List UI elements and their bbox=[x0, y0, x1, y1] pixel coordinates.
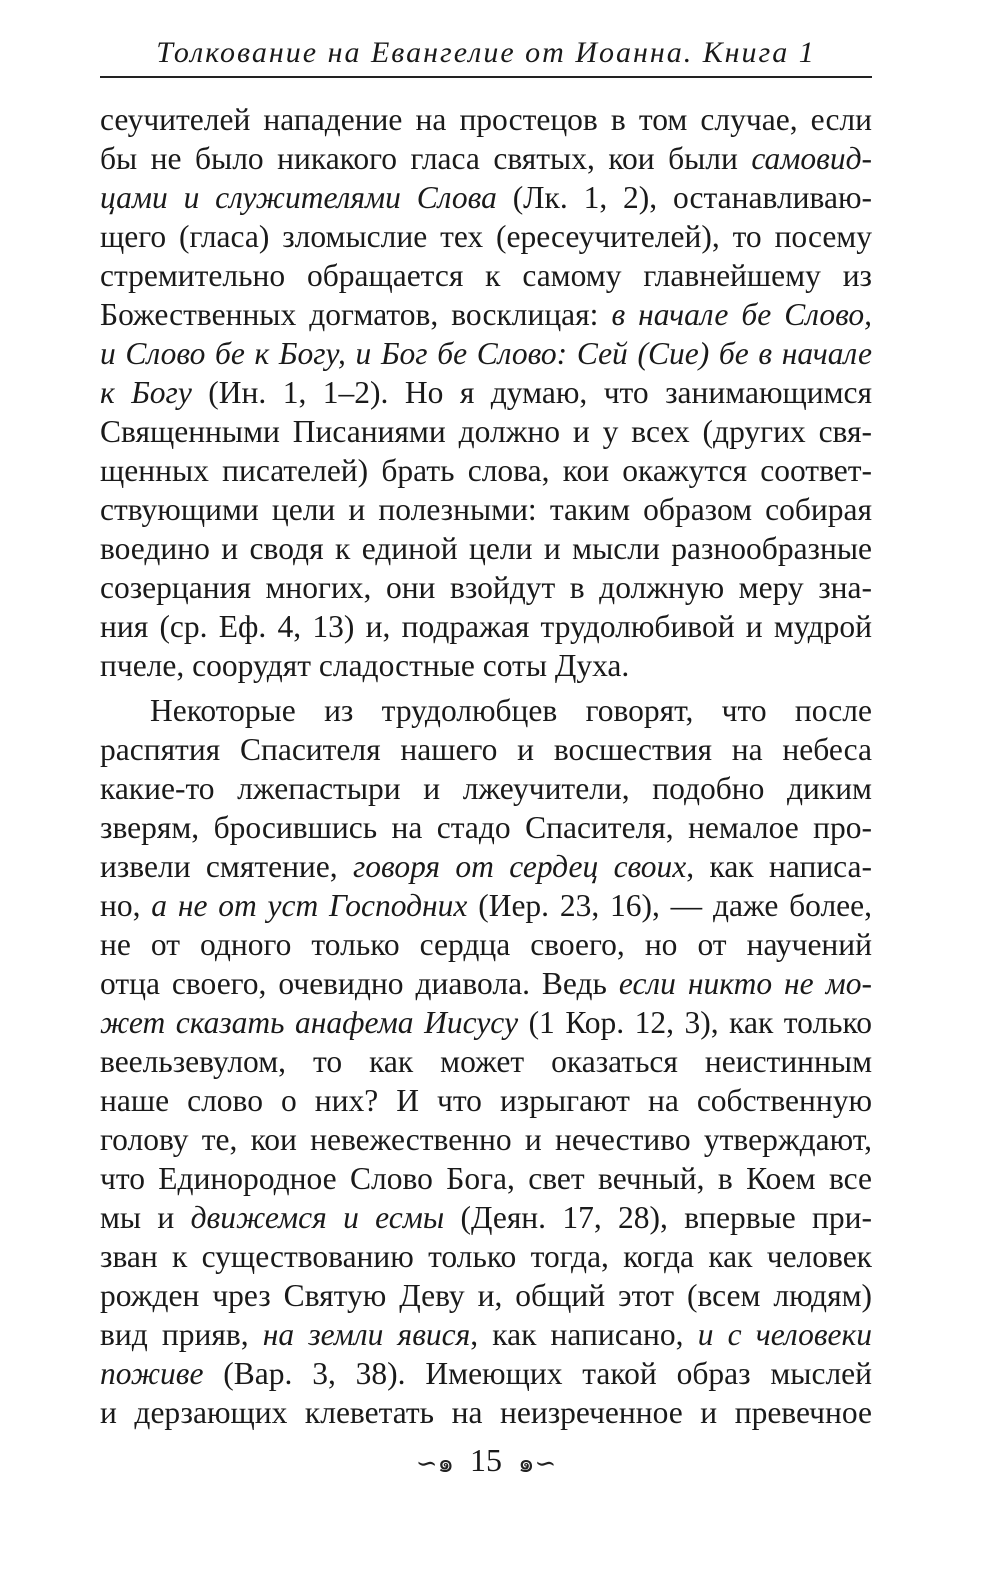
italic-quote: самовид- bbox=[751, 141, 872, 176]
italic-quote: а не от уст Господних bbox=[151, 888, 468, 923]
running-title: Толкование на Евангелие от Иоанна. Книга 1 bbox=[156, 36, 816, 69]
text-line bbox=[100, 139, 872, 178]
text-line bbox=[100, 490, 872, 529]
text-run: стремительно обращается к самому главнейшему из bbox=[100, 258, 872, 293]
text-run: Божественных догматов, восклицая: bbox=[100, 297, 612, 332]
text-line bbox=[100, 100, 872, 139]
italic-quote: жет сказать анафема Иисусу bbox=[100, 1005, 519, 1040]
text-line bbox=[100, 925, 872, 964]
text-line bbox=[100, 1276, 872, 1315]
italic-quote: цами и служителями Слова bbox=[100, 180, 497, 215]
text-line bbox=[100, 646, 872, 685]
text-line bbox=[100, 295, 872, 334]
text-line bbox=[100, 847, 872, 886]
text-line bbox=[100, 1354, 872, 1393]
ornament-left-icon: ∽๑ bbox=[415, 1448, 454, 1478]
italic-quote: поживе bbox=[100, 1356, 204, 1391]
text-run: бы не было никакого гласа святых, кои были bbox=[100, 141, 752, 176]
text-run: Некоторые из трудолюбцев говорят, что после bbox=[150, 693, 872, 728]
text-line bbox=[100, 217, 872, 256]
paragraph-1 bbox=[100, 100, 872, 685]
text-line bbox=[100, 451, 872, 490]
text-run: отца своего, очевидно диавола. Ведь bbox=[100, 966, 619, 1001]
text-line bbox=[100, 1159, 872, 1198]
text-run: зверям, бросившись на стадо Спасителя, немалое про- bbox=[100, 810, 872, 845]
page-body bbox=[100, 100, 872, 1432]
text-run: но, bbox=[100, 888, 152, 923]
text-run: , как написа- bbox=[686, 849, 872, 884]
text-line bbox=[100, 808, 872, 847]
text-run: и дерзающих клеветать на неизреченное и превечное bbox=[100, 1395, 872, 1430]
text-run: ствующими цели и полезными: таким образом собирая bbox=[100, 492, 872, 527]
italic-quote: говоря от сердец своих bbox=[353, 849, 687, 884]
italic-quote: и с человеки bbox=[697, 1317, 872, 1352]
text-run: щего (гласа) зломыслие тех (ересеучителей), то посему bbox=[100, 219, 872, 254]
italic-quote: если никто не мо- bbox=[618, 966, 872, 1001]
text-line bbox=[100, 607, 872, 646]
text-run: голову те, кои невежественно и нечестиво утверждают, bbox=[100, 1122, 872, 1157]
text-run: (Ин. 1, 1–2). Но я думаю, что занимающимся bbox=[191, 375, 872, 410]
text-run: ния (ср. Еф. 4, 13) и, подражая трудолюбивой и мудрой bbox=[100, 609, 872, 644]
text-run: (1 Кор. 12, 3), как только bbox=[518, 1005, 872, 1040]
text-run: , как написано, bbox=[470, 1317, 698, 1352]
italic-quote: и Слово бе к Богу, и Бог бе Слово: Сей (Сие) бе в начале bbox=[100, 336, 872, 371]
text-line bbox=[100, 1237, 872, 1276]
text-run: (Деян. 17, 28), впервые при- bbox=[444, 1200, 872, 1235]
text-line bbox=[100, 568, 872, 607]
text-line bbox=[100, 178, 872, 217]
text-run: сеучителей нападение на простецов в том случае, если bbox=[100, 102, 872, 137]
text-line bbox=[100, 691, 872, 730]
text-line bbox=[100, 1081, 872, 1120]
text-line bbox=[100, 1042, 872, 1081]
italic-quote: к Богу bbox=[100, 375, 192, 410]
page-number: 15 bbox=[470, 1442, 502, 1478]
text-line bbox=[100, 1393, 872, 1432]
text-line bbox=[100, 529, 872, 568]
italic-quote: на земли явися bbox=[262, 1317, 471, 1352]
text-run: рожден чрез Святую Деву и, общий этот (всем людям) bbox=[100, 1278, 872, 1313]
paragraph-2 bbox=[100, 691, 872, 1432]
text-run: извели смятение, bbox=[100, 849, 354, 884]
text-run: щенных писателей) брать слова, кои окажутся соответ- bbox=[100, 453, 872, 488]
text-line bbox=[100, 1198, 872, 1237]
text-line bbox=[100, 730, 872, 769]
text-run: распятия Спасителя нашего и восшествия на небеса bbox=[100, 732, 872, 767]
text-line bbox=[100, 769, 872, 808]
text-run: какие-то лжепастыри и лжеучители, подобно диким bbox=[100, 771, 872, 806]
text-line bbox=[100, 1315, 872, 1354]
text-line bbox=[100, 1003, 872, 1042]
text-run: (Вар. 3, 38). Имеющих такой образ мыслей bbox=[203, 1356, 872, 1391]
ornament-right-icon: ๑∽ bbox=[518, 1448, 557, 1478]
text-line bbox=[100, 334, 872, 373]
text-run: веельзевулом, то как может оказаться неистинным bbox=[100, 1044, 872, 1079]
text-run: созерцания многих, они взойдут в должную меру зна- bbox=[100, 570, 872, 605]
text-run: не от одного только сердца своего, но от научений bbox=[100, 927, 872, 962]
text-line bbox=[100, 964, 872, 1003]
text-line bbox=[100, 373, 872, 412]
text-run: пчеле, соорудят сладостные соты Духа. bbox=[100, 648, 630, 683]
text-run: Священными Писаниями должно и у всех (других свя- bbox=[100, 414, 872, 449]
text-run: (Лк. 1, 2), останавливаю- bbox=[496, 180, 872, 215]
text-line bbox=[100, 412, 872, 451]
text-line bbox=[100, 886, 872, 925]
text-line bbox=[100, 256, 872, 295]
text-line bbox=[100, 1120, 872, 1159]
italic-quote: движемся и есмы bbox=[190, 1200, 445, 1235]
running-header bbox=[100, 30, 872, 78]
text-run: воедино и сводя к единой цели и мысли разнообразные bbox=[100, 531, 872, 566]
text-run: мы и bbox=[100, 1200, 191, 1235]
text-run: наше слово о них? И что изрыгают на собственную bbox=[100, 1083, 872, 1118]
text-run: (Иер. 23, 16), — даже более, bbox=[467, 888, 872, 923]
text-run: что Единородное Слово Бога, свет вечный, в Коем все bbox=[100, 1161, 872, 1196]
text-run: зван к существованию только тогда, когда как человек bbox=[100, 1239, 872, 1274]
italic-quote: в начале бе Слово, bbox=[611, 297, 872, 332]
page-footer bbox=[100, 1440, 872, 1484]
text-run: вид прияв, bbox=[100, 1317, 263, 1352]
